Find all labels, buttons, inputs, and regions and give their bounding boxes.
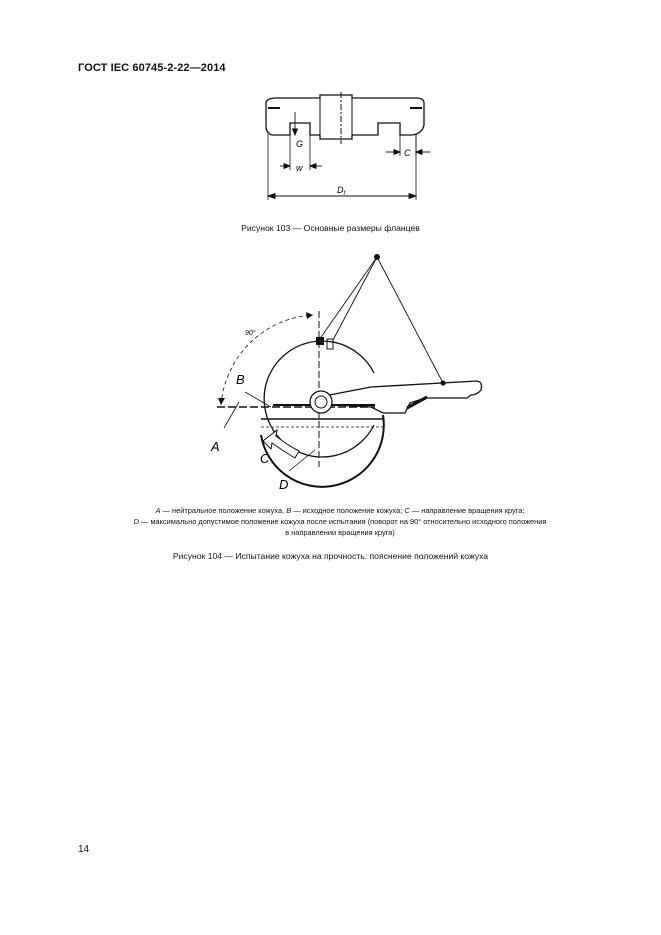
suspension-point — [374, 254, 380, 260]
label-a: A — [211, 439, 220, 454]
grinder-body — [319, 381, 482, 413]
label-angle: 90° — [245, 330, 256, 337]
angle-arc — [221, 315, 313, 405]
label-c: C — [260, 451, 270, 466]
label-w: w — [296, 163, 303, 173]
figure-104-caption: Рисунок 104 — Испытание кожуха на прочность: пояснение положений кожуха — [172, 551, 489, 561]
page-number: 14 — [78, 844, 90, 855]
label-g: G — [296, 139, 304, 149]
figure-103-flange-drawing — [240, 90, 450, 215]
suspension-cords — [319, 257, 443, 383]
document-header: ГОСТ IEC 60745-2-22—2014 — [78, 62, 226, 74]
flange-outline — [266, 95, 424, 139]
figure-104-legend — [60, 505, 620, 538]
spindle — [310, 391, 332, 413]
figure-104-guard-drawing — [195, 245, 495, 495]
label-c: C — [404, 148, 411, 158]
legend-line-3: в направлении вращения круга) — [285, 528, 395, 537]
label-b: B — [236, 372, 245, 387]
figure-103-caption: Рисунок 103 — Основные размеры фланцев — [241, 223, 420, 233]
label-d: D — [279, 477, 289, 492]
label-df: $D_f$ — [337, 185, 346, 197]
guard-clamp — [316, 337, 324, 345]
legend-line-2: D — максимально допустимое положение кожуха после испытания (поворот на 90° относительно исходного положения — [133, 517, 547, 526]
legend-line-1: A — нейтральное положение кожуха, B — исходное положение кожуха; C — направление вращения круга; — [155, 506, 525, 515]
